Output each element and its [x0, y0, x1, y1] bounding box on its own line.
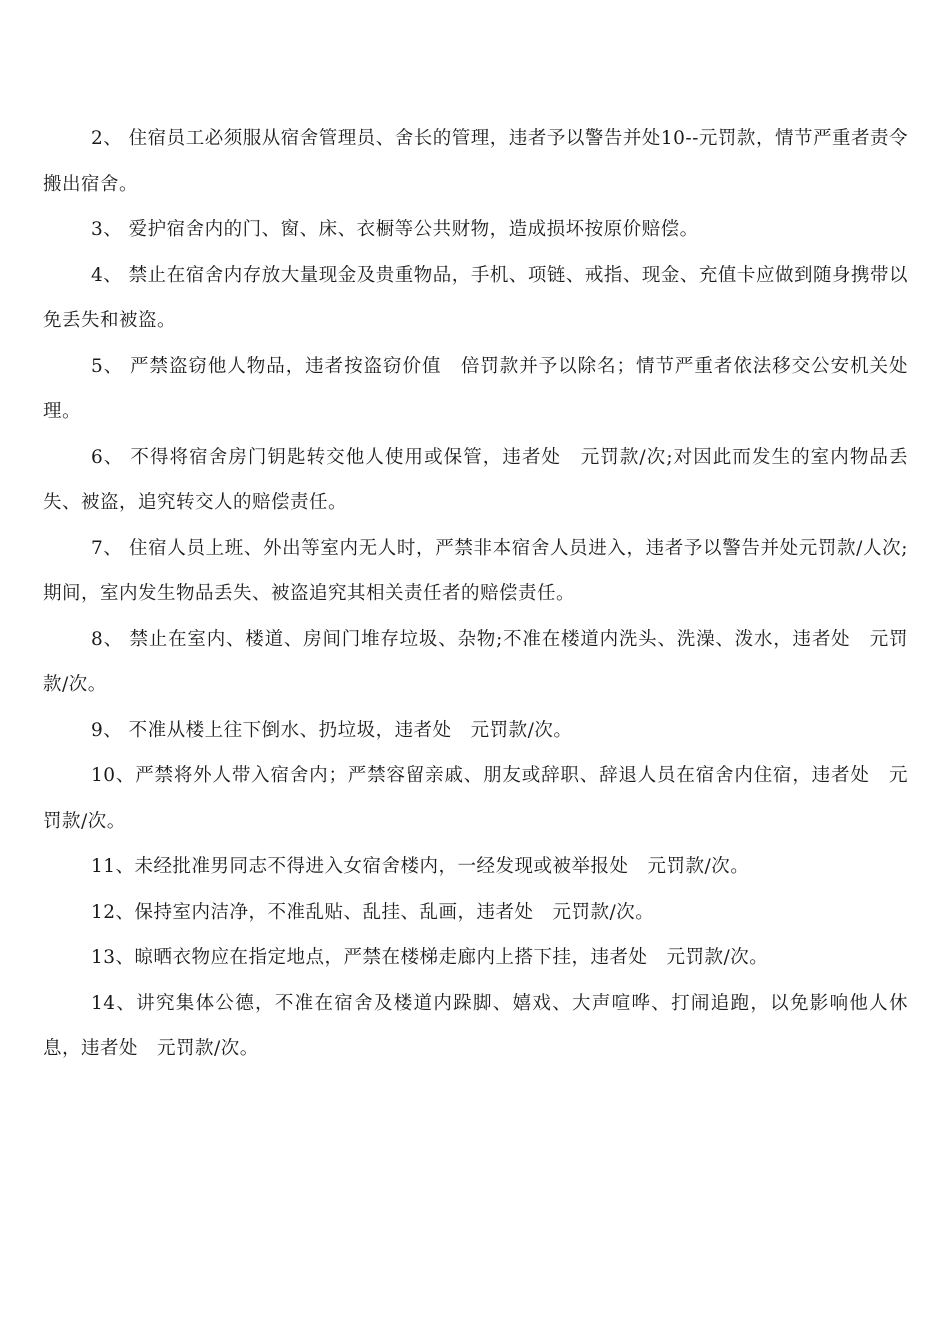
rule-item-8: 8、 禁止在室内、楼道、房间门堆存垃圾、杂物;不准在楼道内洗头、洗澡、泼水，违者处 元罚款/次。 — [43, 628, 908, 695]
rule-item-10: 10、严禁将外人带入宿舍内；严禁容留亲戚、朋友或辞职、辞退人员在宿舍内住宿，违者处 元罚款/次。 — [43, 765, 908, 832]
rule-item-2: 2、 住宿员工必须服从宿舍管理员、舍长的管理，违者予以警告并处10--元罚款，情节严重者责令搬出宿舍。 — [43, 128, 908, 195]
rule-item-6: 6、 不得将宿舍房门钥匙转交他人使用或保管，违者处 元罚款/次;对因此而发生的室内物品丢失、被盗，追究转交人的赔偿责任。 — [43, 446, 908, 513]
rule-item-5: 5、 严禁盗窃他人物品，违者按盗窃价值 倍罚款并予以除名；情节严重者依法移交公安机关处理。 — [43, 355, 908, 422]
rule-item-4: 4、 禁止在宿舍内存放大量现金及贵重物品，手机、项链、戒指、现金、充值卡应做到随身携带以免丢失和被盗。 — [43, 264, 908, 331]
rule-item-11: 11、未经批准男同志不得进入女宿舍楼内，一经发现或被举报处 元罚款/次。 — [91, 856, 750, 877]
rule-item-14: 14、讲究集体公德，不准在宿舍及楼道内跺脚、嬉戏、大声喧哗、打闹追跑，以免影响他人休息，违者处 元罚款/次。 — [43, 992, 908, 1059]
rule-item-13: 13、晾晒衣物应在指定地点，严禁在楼梯走廊内上搭下挂，违者处 元罚款/次。 — [91, 947, 769, 968]
rule-item-9: 9、 不准从楼上往下倒水、扔垃圾，违者处 元罚款/次。 — [91, 719, 573, 741]
rule-item-12: 12、保持室内洁净，不准乱贴、乱挂、乱画，违者处 元罚款/次。 — [91, 901, 655, 923]
rules-list — [43, 116, 908, 1072]
rule-item-7: 7、 住宿人员上班、外出等室内无人时，严禁非本宿舍人员进入，违者予以警告并处元罚款/人次;期间，室内发生物品丢失、被盗追究其相关责任者的赔偿责任。 — [43, 537, 908, 604]
rule-item-3: 3、 爱护宿舍内的门、窗、床、衣橱等公共财物，造成损坏按原价赔偿。 — [91, 219, 699, 240]
